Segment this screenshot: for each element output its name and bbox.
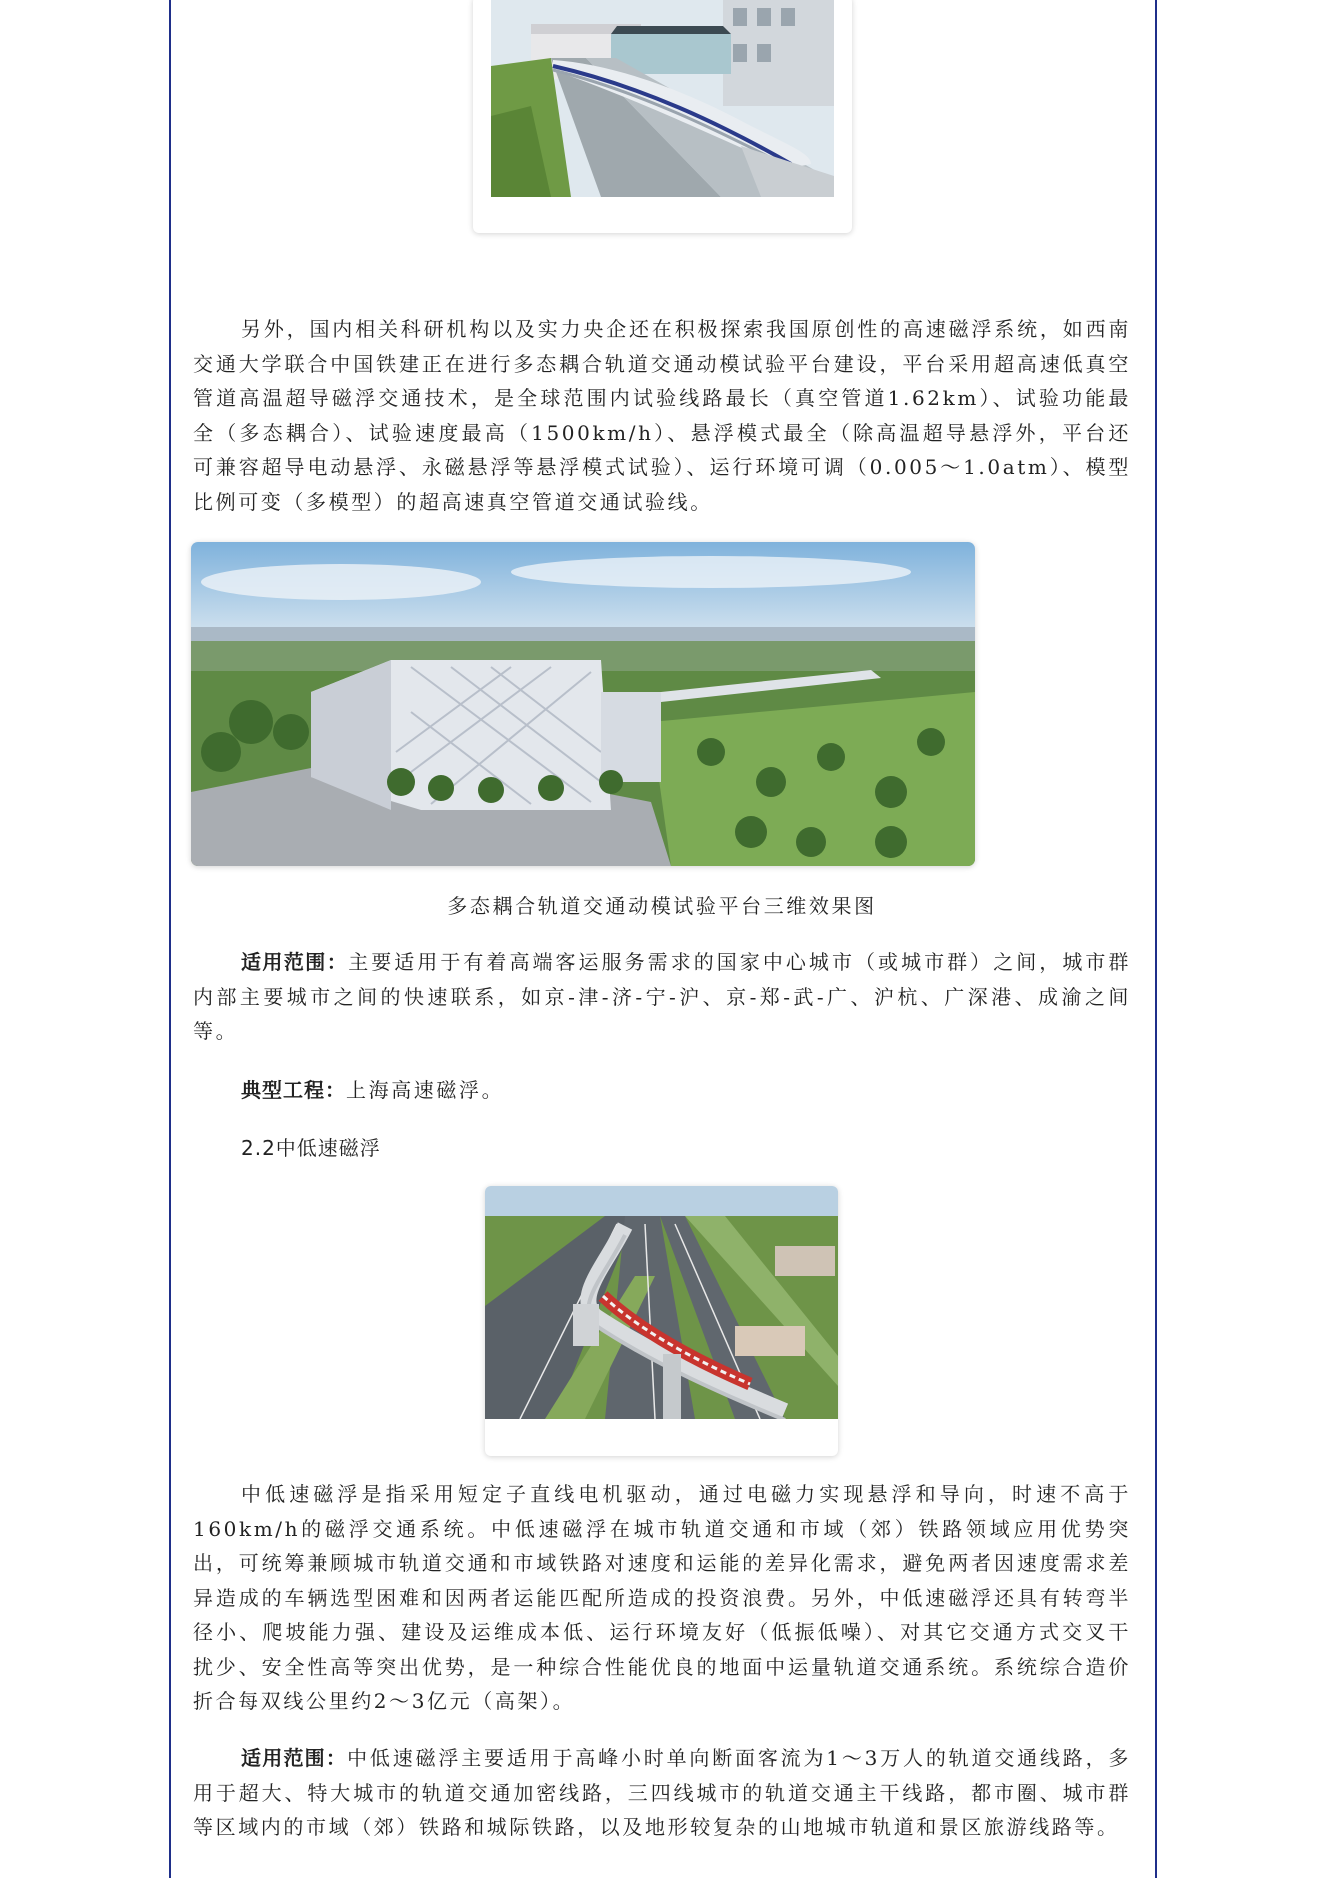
section-heading: 2.2中低速磁浮	[241, 1136, 381, 1160]
platform-rendering-card	[191, 542, 975, 866]
paragraph-multistate-platform: 另外，国内相关科研机构以及实力央企还在积极探索我国原创性的高速磁浮系统，如西南交通大学联合中国铁建正在进行多态耦合轨道交通动模试验平台建设，平台采用超高速低真空管道高温超导磁浮交通技术，是全球范围内试验线路最长（真空管道1.62km）、试验功能最全（多态耦合）、试验速度最高（1500km/h）、悬浮模式最全（除高温超导悬浮外，平台还可兼容超导电动悬浮、永磁悬浮等悬浮模式试验）、运行环境可调（0.005～1.0atm）、模型比例可变（多模型）的超高速真空管道交通试验线。	[193, 317, 1131, 514]
maglev-train-photo-card	[473, 0, 852, 233]
paragraph-typical-project	[193, 1073, 1131, 1108]
low-speed-maglev-photo	[485, 1186, 838, 1419]
scope-label-2: 适用范围：	[241, 1746, 348, 1770]
low-speed-maglev-photo-card	[485, 1186, 838, 1456]
platform-rendering-image	[191, 542, 975, 866]
scope-text-2: 中低速磁浮主要适用于高峰小时单向断面客流为1～3万人的轨道交通线路，多用于超大、特大城市的轨道交通加密线路，三四线城市的轨道交通主干线路，都市圈、城市群等区域内的市域（郊）铁路和城际铁路，以及地形较复杂的山地城市轨道和景区旅游线路等。	[193, 1746, 1132, 1839]
paragraph-scope-low-speed	[193, 1741, 1131, 1845]
typical-project-text: 上海高速磁浮。	[346, 1078, 505, 1102]
maglev-train-photo	[491, 0, 834, 197]
scope-label: 适用范围：	[241, 950, 349, 974]
scope-text: 主要适用于有着高端客运服务需求的国家中心城市（或城市群）之间，城市群内部主要城市之间的快速联系，如京-津-济-宁-沪、京-郑-武-广、沪杭、广深港、成渝之间等。	[193, 950, 1131, 1043]
paragraph-scope-high-speed	[193, 945, 1131, 1049]
paragraph-low-speed-maglev: 中低速磁浮是指采用短定子直线电机驱动，通过电磁力实现悬浮和导向，时速不高于160km/h的磁浮交通系统。中低速磁浮在城市轨道交通和市域（郊）铁路领域应用优势突出，可统筹兼顾城市轨道交通和市域铁路对速度和运能的差异化需求，避免两者因速度需求差异造成的车辆选型困难和因两者运能匹配所造成的投资浪费。另外，中低速磁浮还具有转弯半径小、爬坡能力强、建设及运维成本低、运行环境友好（低振低噪）、对其它交通方式交叉干扰少、安全性高等突出优势，是一种综合性能优良的地面中运量轨道交通系统。系统综合造价折合每双线公里约2～3亿元（高架）。	[193, 1482, 1131, 1713]
figure-caption: 多态耦合轨道交通动模试验平台三维效果图	[447, 894, 877, 918]
typical-project-label: 典型工程：	[241, 1078, 346, 1102]
